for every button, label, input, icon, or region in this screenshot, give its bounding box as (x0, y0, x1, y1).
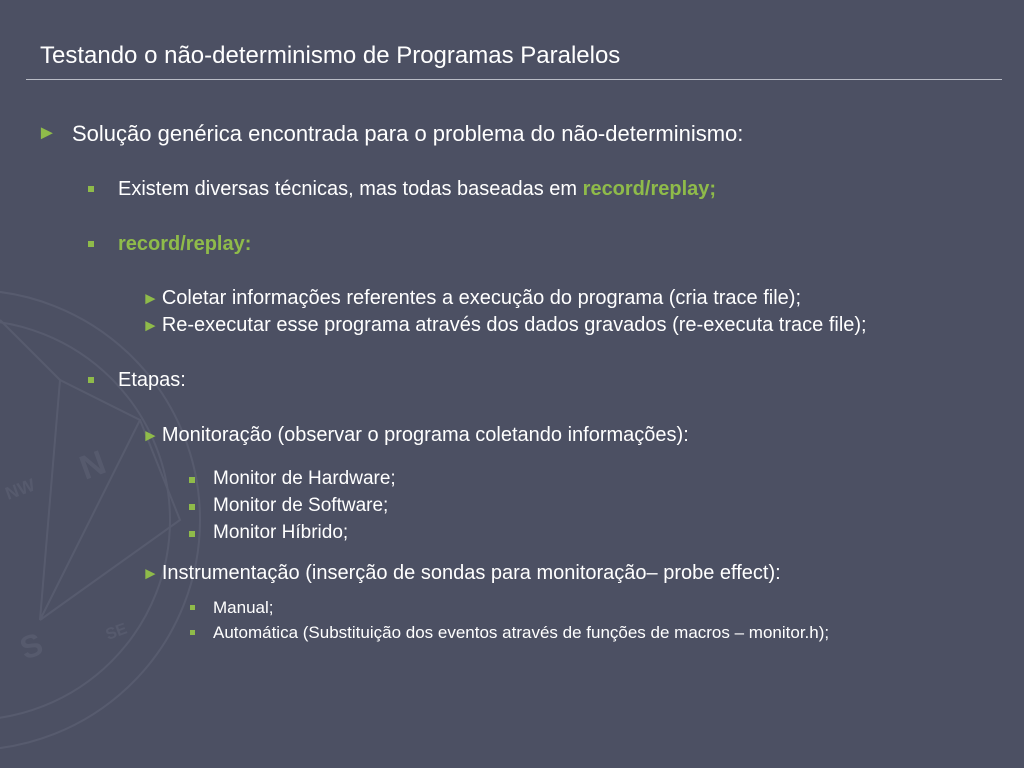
instrumentation-type: Manual; (213, 598, 274, 617)
instrumentation-item: ► Instrumentação (inserção de sondas para monitoração– probe effect): (142, 562, 781, 584)
arrow-bullet-icon: ► (142, 564, 159, 583)
square-bullet-icon (88, 241, 94, 247)
arrow-bullet-icon: ► (142, 426, 159, 445)
record-replay-step: ► Re-executar esse programa através dos dados gravados (re-executa trace file); (142, 314, 867, 336)
title-divider (26, 79, 1002, 80)
monitor-type: Monitor de Software; (213, 495, 389, 516)
square-bullet-icon (190, 605, 195, 610)
arrow-bullet-icon: ► (142, 289, 159, 308)
slide-title: Testando o não-determinismo de Programas Paralelos (40, 42, 621, 69)
square-bullet-icon (189, 504, 195, 510)
record-replay-heading: record/replay: (118, 233, 252, 255)
square-bullet-icon (189, 531, 195, 537)
square-bullet-icon (190, 630, 195, 635)
main-arrow-bullet-icon: ► (37, 122, 57, 144)
record-replay-step: ► Coletar informações referentes a execução do programa (cria trace file); (142, 287, 802, 309)
square-bullet-icon (88, 186, 94, 192)
main-point: Solução genérica encontrada para o problema do não-determinismo: (72, 121, 744, 146)
techniques-highlight: record/replay; (582, 178, 717, 200)
arrow-bullet-icon: ► (142, 316, 159, 335)
svg-text:S: S (15, 625, 48, 667)
monitor-type: Monitor Híbrido; (213, 522, 349, 543)
techniques-text: Existem diversas técnicas, mas todas baseadas em (118, 178, 583, 200)
square-bullet-icon (88, 377, 94, 383)
stages-heading: Etapas: (118, 369, 186, 391)
svg-text:SE: SE (103, 620, 130, 644)
instrumentation-type: Automática (Substituição dos eventos através de funções de macros – monitor.h); (213, 623, 830, 642)
monitoring-item: ► Monitoração (observar o programa coletando informações): (142, 424, 689, 446)
svg-text:NW: NW (2, 474, 38, 504)
techniques-item (118, 178, 716, 201)
square-bullet-icon (189, 477, 195, 483)
svg-text:N: N (74, 443, 111, 488)
monitor-type: Monitor de Hardware; (213, 468, 396, 489)
